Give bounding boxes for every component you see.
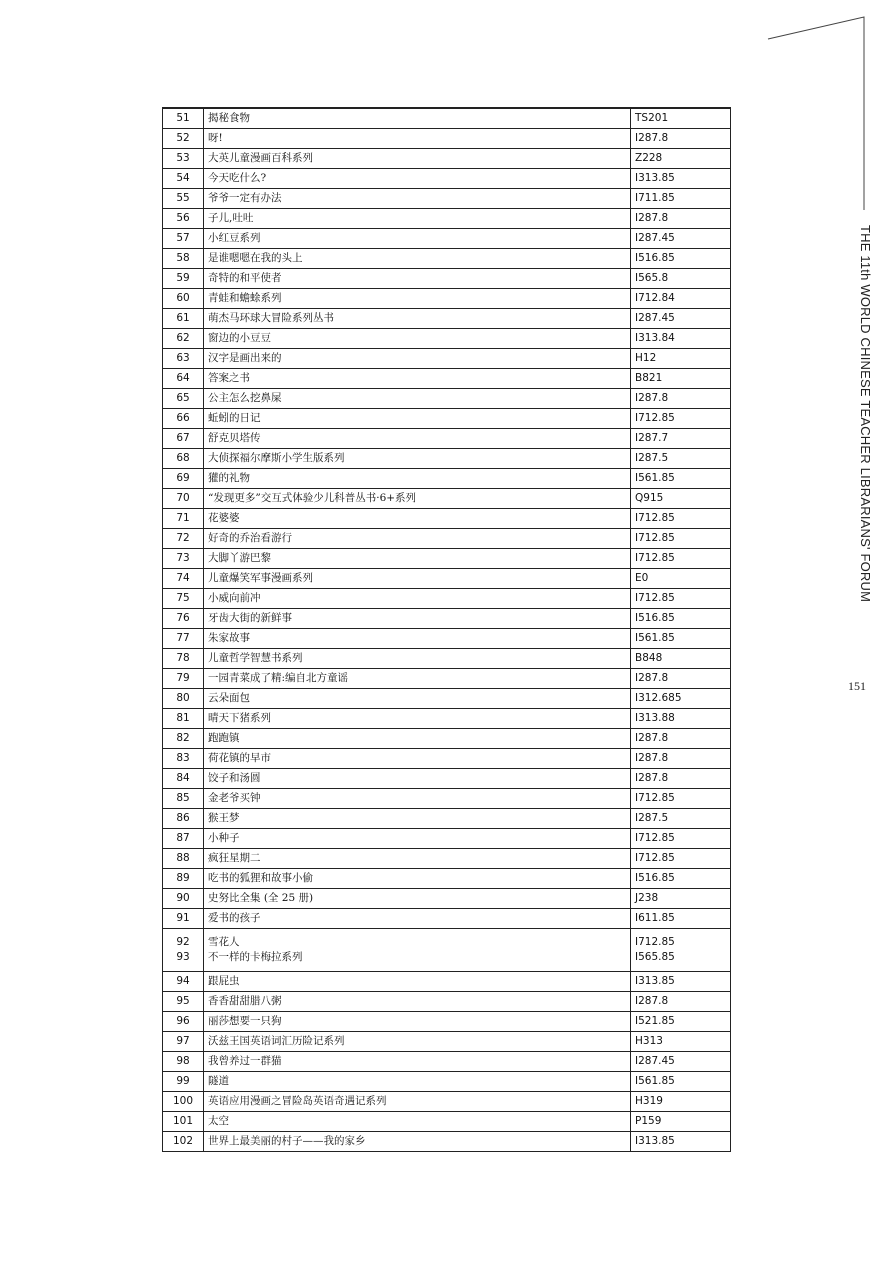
row-number: 79 xyxy=(163,669,204,689)
classification-code: I287.8 xyxy=(631,389,731,409)
book-title-line: 雪花人 xyxy=(208,936,240,948)
row-number: 75 xyxy=(163,589,204,609)
row-number: 90 xyxy=(163,889,204,909)
table-row xyxy=(163,789,731,809)
classification-code: I312.685 xyxy=(631,689,731,709)
row-number: 80 xyxy=(163,689,204,709)
row-number: 65 xyxy=(163,389,204,409)
row-number: 70 xyxy=(163,489,204,509)
classification-code: I287.8 xyxy=(631,209,731,229)
book-title: 小种子 xyxy=(204,829,631,849)
book-title: 疯狂星期二 xyxy=(204,849,631,869)
row-number: 83 xyxy=(163,749,204,769)
book-title: 史努比全集 (全 25 册) xyxy=(204,889,631,909)
classification-code: I712.85 xyxy=(631,549,731,569)
row-number: 99 xyxy=(163,1072,204,1092)
book-title: 大侦探福尔摩斯小学生版系列 xyxy=(204,449,631,469)
table-row xyxy=(163,309,731,329)
table-row xyxy=(163,972,731,992)
table-row xyxy=(163,169,731,189)
table-row xyxy=(163,809,731,829)
table-row xyxy=(163,269,731,289)
forum-title: THE 11th WORLD CHINESE TEACHER LIBRARIANS' FORUM xyxy=(858,225,873,603)
corner-decoration-line xyxy=(0,0,892,120)
book-title: 是谁嗯嗯在我的头上 xyxy=(204,249,631,269)
table-row xyxy=(163,1072,731,1092)
table-row xyxy=(163,389,731,409)
table-row xyxy=(163,669,731,689)
book-title: 萌杰马环球大冒险系列丛书 xyxy=(204,309,631,329)
row-number: 57 xyxy=(163,229,204,249)
row-number: 101 xyxy=(163,1112,204,1132)
classification-code: E0 xyxy=(631,569,731,589)
classification-code: I561.85 xyxy=(631,1072,731,1092)
row-number: 98 xyxy=(163,1052,204,1072)
book-title: 爷爷一定有办法 xyxy=(204,189,631,209)
table-row xyxy=(163,409,731,429)
table-row xyxy=(163,749,731,769)
classification-code: I516.85 xyxy=(631,249,731,269)
classification-code: H12 xyxy=(631,349,731,369)
row-number: 67 xyxy=(163,429,204,449)
classification-code: I287.8 xyxy=(631,769,731,789)
row-number: 63 xyxy=(163,349,204,369)
row-number: 84 xyxy=(163,769,204,789)
book-title-line: 不一样的卡梅拉系列 xyxy=(208,951,303,963)
table-row xyxy=(163,529,731,549)
table-row xyxy=(163,909,731,929)
book-title: 太空 xyxy=(204,1112,631,1132)
table-row xyxy=(163,1012,731,1032)
book-title: 英语应用漫画之冒险岛英语奇遇记系列 xyxy=(204,1092,631,1112)
row-number: 97 xyxy=(163,1032,204,1052)
classification-code: I287.45 xyxy=(631,1052,731,1072)
row-number: 72 xyxy=(163,529,204,549)
classification-code: I287.8 xyxy=(631,129,731,149)
table-row xyxy=(163,849,731,869)
classification-code: I287.8 xyxy=(631,729,731,749)
table-row xyxy=(163,369,731,389)
classification-code: I521.85 xyxy=(631,1012,731,1032)
book-title: 跟屁虫 xyxy=(204,972,631,992)
book-title: 晴天下猪系列 xyxy=(204,709,631,729)
classification-code: I313.85 xyxy=(631,972,731,992)
classification-code: I561.85 xyxy=(631,629,731,649)
row-number: 87 xyxy=(163,829,204,849)
row-number: 88 xyxy=(163,849,204,869)
row-number: 77 xyxy=(163,629,204,649)
row-number: 73 xyxy=(163,549,204,569)
book-title: 牙齿大街的新鲜事 xyxy=(204,609,631,629)
row-number: 71 xyxy=(163,509,204,529)
table-row xyxy=(163,629,731,649)
classification-code: I712.85 xyxy=(631,409,731,429)
book-title: 窗边的小豆豆 xyxy=(204,329,631,349)
book-title: 大脚丫游巴黎 xyxy=(204,549,631,569)
row-number-line: 92 xyxy=(176,936,190,948)
classification-code: I313.84 xyxy=(631,329,731,349)
classification-code: I287.8 xyxy=(631,992,731,1012)
table-row xyxy=(163,649,731,669)
classification-code: I712.85 xyxy=(631,589,731,609)
table-row xyxy=(163,289,731,309)
book-title: 儿童爆笑军事漫画系列 xyxy=(204,569,631,589)
row-number: 102 xyxy=(163,1132,204,1152)
book-title: 花婆婆 xyxy=(204,509,631,529)
book-title: 揭秘食物 xyxy=(204,108,631,129)
page-number: 151 xyxy=(848,679,866,693)
book-title: 公主怎么挖鼻屎 xyxy=(204,389,631,409)
table-row xyxy=(163,869,731,889)
classification-code: I611.85 xyxy=(631,909,731,929)
book-title: 猴王梦 xyxy=(204,809,631,829)
classification-code: I711.85 xyxy=(631,189,731,209)
table-row xyxy=(163,829,731,849)
table-row xyxy=(163,769,731,789)
row-number: 85 xyxy=(163,789,204,809)
book-title: 青蛙和蟾蜍系列 xyxy=(204,289,631,309)
row-number: 89 xyxy=(163,869,204,889)
book-title: 子儿,吐吐 xyxy=(204,209,631,229)
row-number: 82 xyxy=(163,729,204,749)
table-row xyxy=(163,992,731,1012)
book-title: 獾的礼物 xyxy=(204,469,631,489)
table-row xyxy=(163,709,731,729)
row-number: 81 xyxy=(163,709,204,729)
table-row xyxy=(163,129,731,149)
book-title: 荷花镇的早市 xyxy=(204,749,631,769)
classification-code: I287.7 xyxy=(631,429,731,449)
row-number: 60 xyxy=(163,289,204,309)
book-title: 小红豆系列 xyxy=(204,229,631,249)
table-row xyxy=(163,509,731,529)
row-number: 64 xyxy=(163,369,204,389)
row-number: 94 xyxy=(163,972,204,992)
row-number: 58 xyxy=(163,249,204,269)
table-row xyxy=(163,149,731,169)
classification-code: I313.85 xyxy=(631,1132,731,1152)
classification-code: H319 xyxy=(631,1092,731,1112)
table-row xyxy=(163,189,731,209)
table-row xyxy=(163,249,731,269)
row-number: 62 xyxy=(163,329,204,349)
book-title: 好奇的乔治看游行 xyxy=(204,529,631,549)
classification-code: Q915 xyxy=(631,489,731,509)
classification-code: I516.85 xyxy=(631,609,731,629)
row-number: 74 xyxy=(163,569,204,589)
table-row xyxy=(163,469,731,489)
table-row xyxy=(163,209,731,229)
classification-code: I561.85 xyxy=(631,469,731,489)
table-row xyxy=(163,349,731,369)
book-title: 汉字是画出来的 xyxy=(204,349,631,369)
classification-code: I712.84 xyxy=(631,289,731,309)
row-number: 96 xyxy=(163,1012,204,1032)
book-title xyxy=(204,929,631,972)
classification-code: I712.85 xyxy=(631,789,731,809)
classification-code: I287.8 xyxy=(631,749,731,769)
book-title: 跑跑镇 xyxy=(204,729,631,749)
row-number: 61 xyxy=(163,309,204,329)
classification-code: I287.45 xyxy=(631,309,731,329)
book-title: 香香甜甜腊八粥 xyxy=(204,992,631,1012)
classification-code: H313 xyxy=(631,1032,731,1052)
classification-code-line: I565.85 xyxy=(635,951,675,963)
classification-code: J238 xyxy=(631,889,731,909)
row-number: 95 xyxy=(163,992,204,1012)
table-row xyxy=(163,1132,731,1152)
table-row xyxy=(163,489,731,509)
classification-code: I712.85 xyxy=(631,849,731,869)
book-title: 答案之书 xyxy=(204,369,631,389)
classification-code: I712.85 xyxy=(631,509,731,529)
classification-code: I287.5 xyxy=(631,449,731,469)
row-number: 56 xyxy=(163,209,204,229)
row-number xyxy=(163,929,204,972)
classification-code: I313.85 xyxy=(631,169,731,189)
table-row xyxy=(163,929,731,972)
table-row xyxy=(163,449,731,469)
table-row xyxy=(163,1112,731,1132)
table-row xyxy=(163,1092,731,1112)
book-title: 饺子和汤圆 xyxy=(204,769,631,789)
table-row xyxy=(163,108,731,129)
classification-code: Z228 xyxy=(631,149,731,169)
classification-code: TS201 xyxy=(631,108,731,129)
book-title: 大英儿童漫画百科系列 xyxy=(204,149,631,169)
classification-code: I712.85 xyxy=(631,829,731,849)
classification-code: B848 xyxy=(631,649,731,669)
row-number: 51 xyxy=(163,108,204,129)
table-row xyxy=(163,429,731,449)
row-number: 78 xyxy=(163,649,204,669)
book-title: 隧道 xyxy=(204,1072,631,1092)
book-list-table xyxy=(162,107,731,1152)
row-number: 53 xyxy=(163,149,204,169)
row-number: 55 xyxy=(163,189,204,209)
classification-code: I516.85 xyxy=(631,869,731,889)
book-title: “发现更多”交互式体验少儿科普丛书·6+系列 xyxy=(204,489,631,509)
classification-code-line: I712.85 xyxy=(635,936,675,948)
table-row xyxy=(163,569,731,589)
row-number: 86 xyxy=(163,809,204,829)
classification-code: I565.8 xyxy=(631,269,731,289)
row-number: 52 xyxy=(163,129,204,149)
row-number: 59 xyxy=(163,269,204,289)
row-number: 66 xyxy=(163,409,204,429)
book-title: 儿童哲学智慧书系列 xyxy=(204,649,631,669)
classification-code: B821 xyxy=(631,369,731,389)
book-title: 朱家故事 xyxy=(204,629,631,649)
row-number: 91 xyxy=(163,909,204,929)
row-number-line: 93 xyxy=(176,951,190,963)
row-number: 100 xyxy=(163,1092,204,1112)
classification-code: I712.85 xyxy=(631,529,731,549)
book-title: 丽莎想要一只狗 xyxy=(204,1012,631,1032)
book-title: 小威向前冲 xyxy=(204,589,631,609)
row-number: 69 xyxy=(163,469,204,489)
table-row xyxy=(163,729,731,749)
table-row xyxy=(163,329,731,349)
row-number: 68 xyxy=(163,449,204,469)
book-list-body xyxy=(163,108,731,1152)
table-row xyxy=(163,549,731,569)
table-row xyxy=(163,1032,731,1052)
book-title: 世界上最美丽的村子——我的家乡 xyxy=(204,1132,631,1152)
book-title: 云朵面包 xyxy=(204,689,631,709)
table-row xyxy=(163,589,731,609)
table-row xyxy=(163,1052,731,1072)
classification-code: I287.45 xyxy=(631,229,731,249)
book-title: 沃兹王国英语词汇历险记系列 xyxy=(204,1032,631,1052)
book-title: 蚯蚓的日记 xyxy=(204,409,631,429)
row-number: 54 xyxy=(163,169,204,189)
book-title: 今天吃什么? xyxy=(204,169,631,189)
classification-code: I287.8 xyxy=(631,669,731,689)
table-row xyxy=(163,609,731,629)
book-title: 奇特的和平使者 xyxy=(204,269,631,289)
classification-code: P159 xyxy=(631,1112,731,1132)
book-title: 一园青菜成了精:编自北方童谣 xyxy=(204,669,631,689)
table-row xyxy=(163,689,731,709)
table-row xyxy=(163,889,731,909)
classification-code: I313.88 xyxy=(631,709,731,729)
table-row xyxy=(163,229,731,249)
book-title: 吃书的狐狸和故事小偷 xyxy=(204,869,631,889)
row-number: 76 xyxy=(163,609,204,629)
classification-code xyxy=(631,929,731,972)
book-title: 我曾养过一群猫 xyxy=(204,1052,631,1072)
book-title: 呀! xyxy=(204,129,631,149)
book-title: 舒克贝塔传 xyxy=(204,429,631,449)
classification-code: I287.5 xyxy=(631,809,731,829)
book-title: 金老爷买钟 xyxy=(204,789,631,809)
book-title: 爱书的孩子 xyxy=(204,909,631,929)
